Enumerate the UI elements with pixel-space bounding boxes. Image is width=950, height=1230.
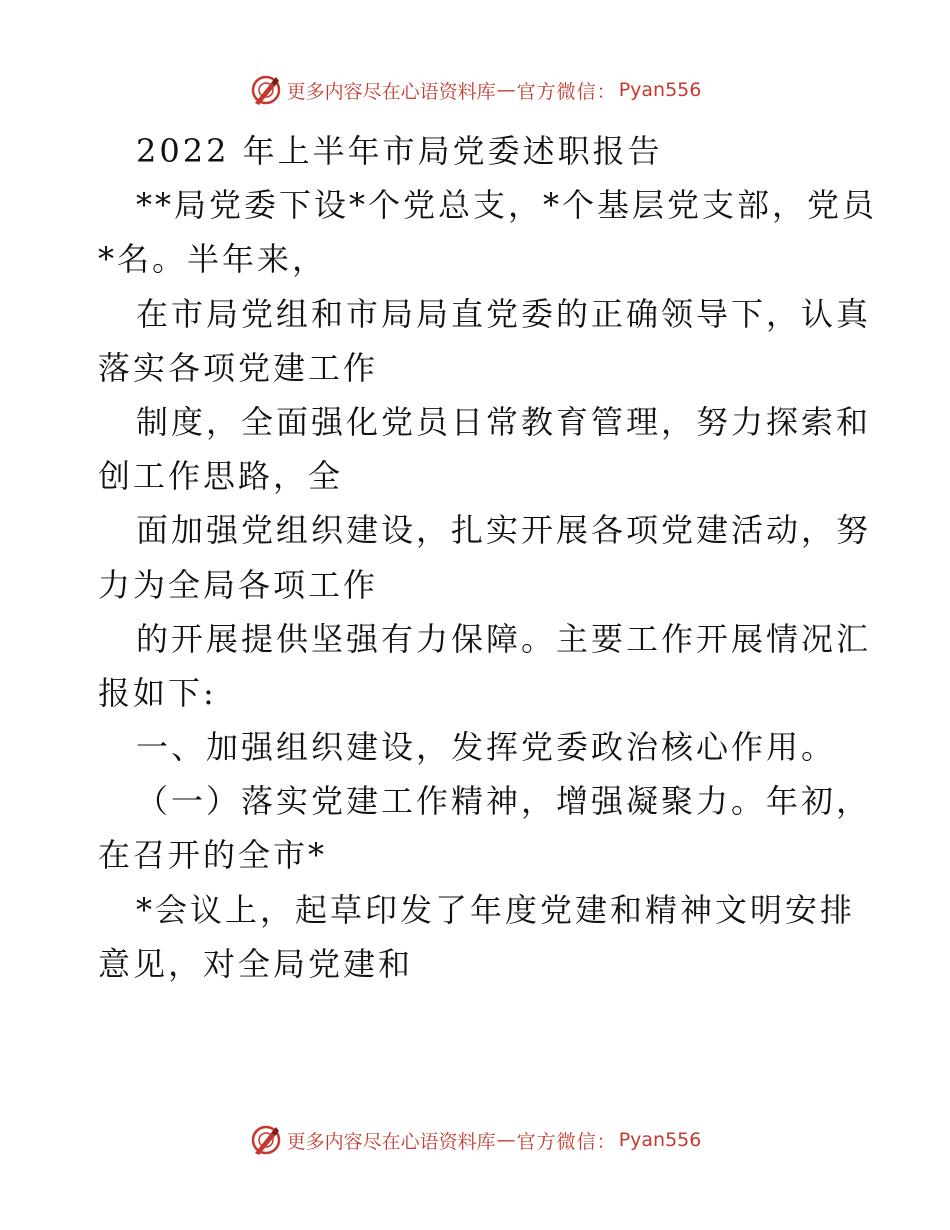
watermark-wechat-handle: Pyan556 — [618, 79, 702, 101]
section-heading: 一、加强组织建设，发挥党委政治核心作用。 — [136, 728, 837, 767]
paragraph-line: 在召开的全市* — [98, 836, 328, 875]
watermark-header — [0, 70, 950, 110]
document-body — [98, 124, 878, 991]
paragraph-line: 力为全局各项工作 — [98, 565, 379, 604]
subsection-heading: （一）落实党建工作精神，增强凝聚力。年初， — [136, 782, 872, 821]
watermark-footer — [0, 1120, 950, 1160]
paragraph-line: 落实各项党建工作 — [98, 348, 379, 387]
watermark-main-text: 更多内容尽在心语资料库 — [286, 80, 496, 103]
paragraph-line: *名。半年来， — [98, 240, 328, 279]
watermark-main-text: 更多内容尽在心语资料库 — [286, 1130, 496, 1153]
watermark-wechat-handle: Pyan556 — [618, 1129, 702, 1151]
paragraph-line: 的开展提供坚强有力保障。主要工作开展情况汇 — [136, 619, 872, 658]
document-title: 2022 年上半年市局党委述职报告 — [136, 132, 663, 170]
paragraph-line: **局党委下设*个党总支，*个基层党支部，党员 — [136, 186, 878, 225]
watermark-dash: — — [496, 1129, 516, 1151]
paragraph-line: 创工作思路，全 — [98, 457, 344, 496]
pen-logo-icon — [249, 73, 283, 107]
paragraph-line: 在市局党组和市局局直党委的正确领导下，认真 — [136, 294, 872, 333]
paragraph-line: 报如下: — [98, 673, 217, 712]
paragraph-line: 意见，对全局党建和 — [98, 944, 414, 983]
paragraph-line: 制度，全面强化党员日常教育管理，努力探索和 — [136, 402, 872, 441]
paragraph-line: *会议上，起草印发了年度党建和精神文明安排 — [136, 890, 856, 929]
watermark-official-label: 官方微信： — [516, 80, 617, 103]
paragraph-line: 面加强党组织建设，扎实开展各项党建活动，努 — [136, 511, 872, 550]
watermark-official-label: 官方微信： — [516, 1130, 617, 1153]
watermark-dash: — — [496, 79, 516, 101]
pen-logo-icon — [249, 1123, 283, 1157]
